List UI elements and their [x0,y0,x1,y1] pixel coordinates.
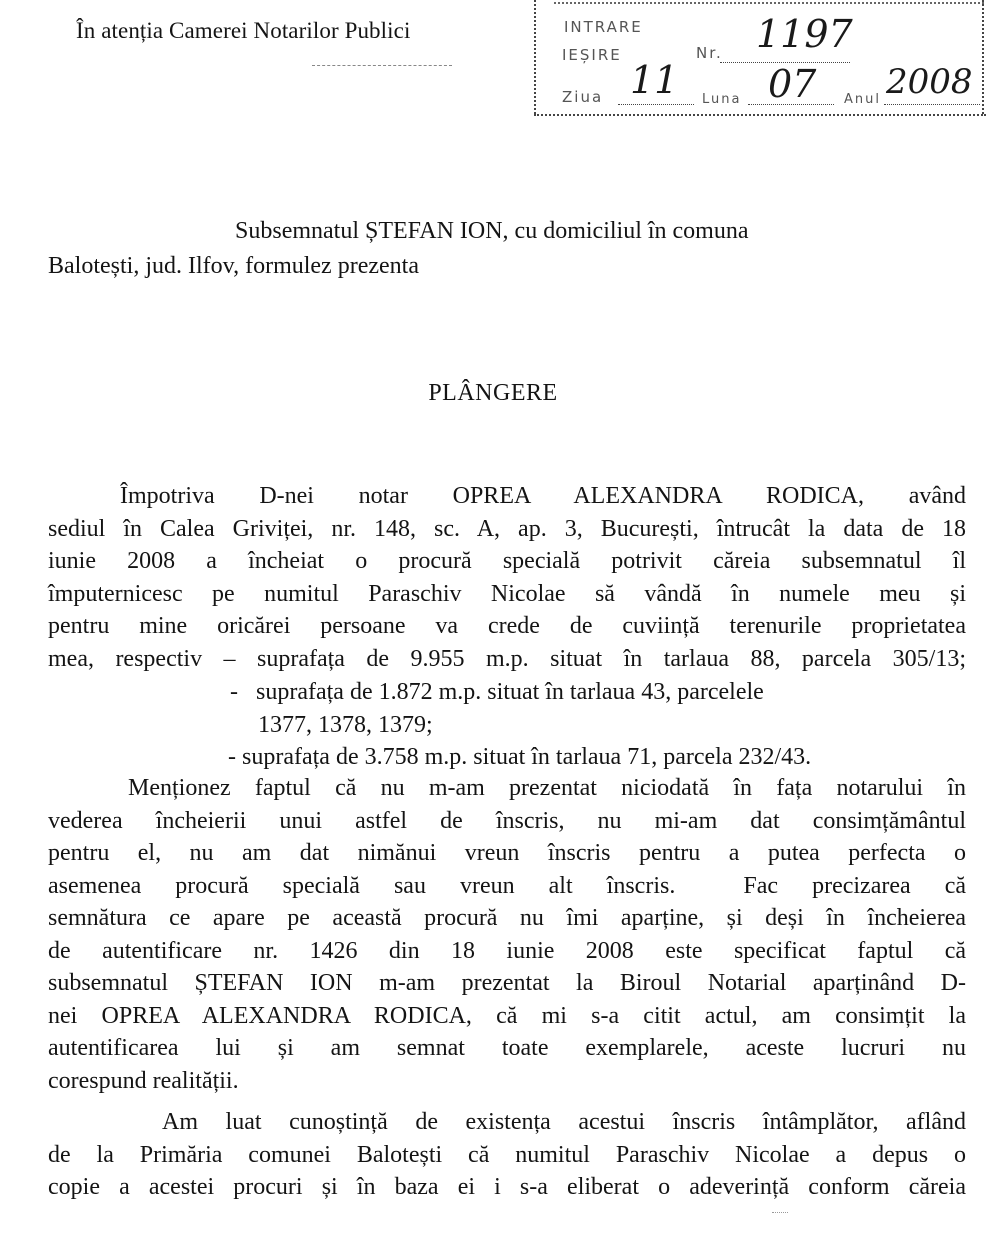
stamp-year-line [884,104,980,105]
registration-stamp [534,0,986,120]
stamp-number-handwritten: 1197 [756,12,853,56]
stamp-label-luna: Luna [702,92,742,107]
parcel-list-item-2: - suprafața de 3.758 m.p. situat în tarlaua 71, parcela 232/43. [228,744,812,770]
addressee-underline [312,65,452,66]
addressee-line: În atenția Camerei Notarilor Publici [76,18,411,43]
stamp-day-handwritten: 11 [630,58,679,102]
paragraph-2-line-text: Menționez faptul că nu m-am prezentat niciodată în fața notarului în [128,775,966,801]
paragraph-3-line [48,1106,966,1139]
paragraph-2-line: de autentificare nr. 1426 din 18 iunie 2008 este specificat faptul că [48,937,966,964]
stamp-day-line [618,104,694,105]
stamp-frame-top [554,2,984,4]
parcel-list-item-1: - suprafața de 1.872 m.p. situat în tarlaua 43, parcelele [230,679,764,705]
paragraph-2-line: semnătura ce apare pe această procură nu îmi aparține, și deși în încheierea [48,905,966,931]
intro-line-1: Subsemnatul ȘTEFAN ION, cu domiciliul în comuna [235,218,749,244]
paragraph-1-line: mea, respectiv – suprafața de 9.955 m.p. situat în tarlaua 88, parcela 305/13; [48,645,966,672]
stamp-month-handwritten: 07 [768,62,817,106]
paragraph-2-line: corespund realității. [48,1067,239,1094]
stamp-year-handwritten: 2008 [886,62,973,102]
stamp-label-nr: Nr. [696,44,723,62]
stamp-label-intrare: INTRARE [564,18,643,36]
parcel-list [48,676,966,774]
paragraph-2-line: pentru el, nu am dat nimănui vreun înscris pentru a putea perfecta o [48,840,966,866]
paragraph-2-line: autentificarea lui și am semnat toate exemplarele, aceste lucruri nu [48,1035,966,1061]
paragraph-2-line: vederea încheierii unui astfel de înscris, nu mi-am dat consimțământul [48,807,966,834]
paragraph-2-line: nei OPREA ALEXANDRA RODICA, că mi s-a citit actul, am consimțit la [48,1002,966,1029]
parcel-list-item-1-continuation: 1377, 1378, 1379; [258,711,433,738]
document-title [0,380,994,407]
paragraph-2-line: asemenea procură specială sau vreun alt înscris. Fac precizarea că [48,872,966,899]
stamp-frame-right [982,0,984,114]
paragraph-3-line: copie a acestei procuri și în baza ei i s-a eliberat o adeverință conform căreia [48,1174,966,1200]
scan-speck [772,1212,788,1217]
paragraph-1-line: împuternicesc pe numitul Paraschiv Nicolae să vândă în numele meu și [48,580,966,607]
stamp-label-ziua: Ziua [562,88,604,106]
paragraph-2-line: subsemnatul ȘTEFAN ION m-am prezentat la Biroul Notarial aparținând D- [48,970,966,996]
paragraph-1-line: iunie 2008 a încheiat o procură specială potrivit căreia subsemnatul îl [48,548,966,574]
paragraph-1-line-text: Împotriva D-nei notar OPREA ALEXANDRA RODICA, având [120,483,966,509]
paragraph-3-line-text: Am luat cunoștință de existența acestui înscris întâmplător, aflând [162,1109,966,1135]
paragraph-1-line: pentru mine oricărei persoane va crede de cuviință terenurile proprietatea [48,613,966,639]
intro-line-2: Balotești, jud. Ilfov, formulez prezenta [48,253,419,279]
document-title-text: PLÂNGERE [428,380,558,406]
paragraph-1-line: sediul în Calea Griviței, nr. 148, sc. A, ap. 3, București, întrucât la data de 18 [48,515,966,542]
stamp-frame-bottom [534,114,986,116]
stamp-frame-left [534,0,540,114]
stamp-label-anul: Anul [844,92,881,107]
paragraph-3 [48,1106,966,1204]
stamp-label-iesire: IEȘIRE [562,46,622,64]
paragraph-1-line [48,480,966,513]
paragraph-2 [48,772,966,1097]
paragraph-1 [48,480,966,675]
paragraph-3-line: de la Primăria comunei Balotești că numitul Paraschiv Nicolae a depus o [48,1141,966,1168]
paragraph-2-line [48,772,966,805]
intro-paragraph [48,214,908,284]
